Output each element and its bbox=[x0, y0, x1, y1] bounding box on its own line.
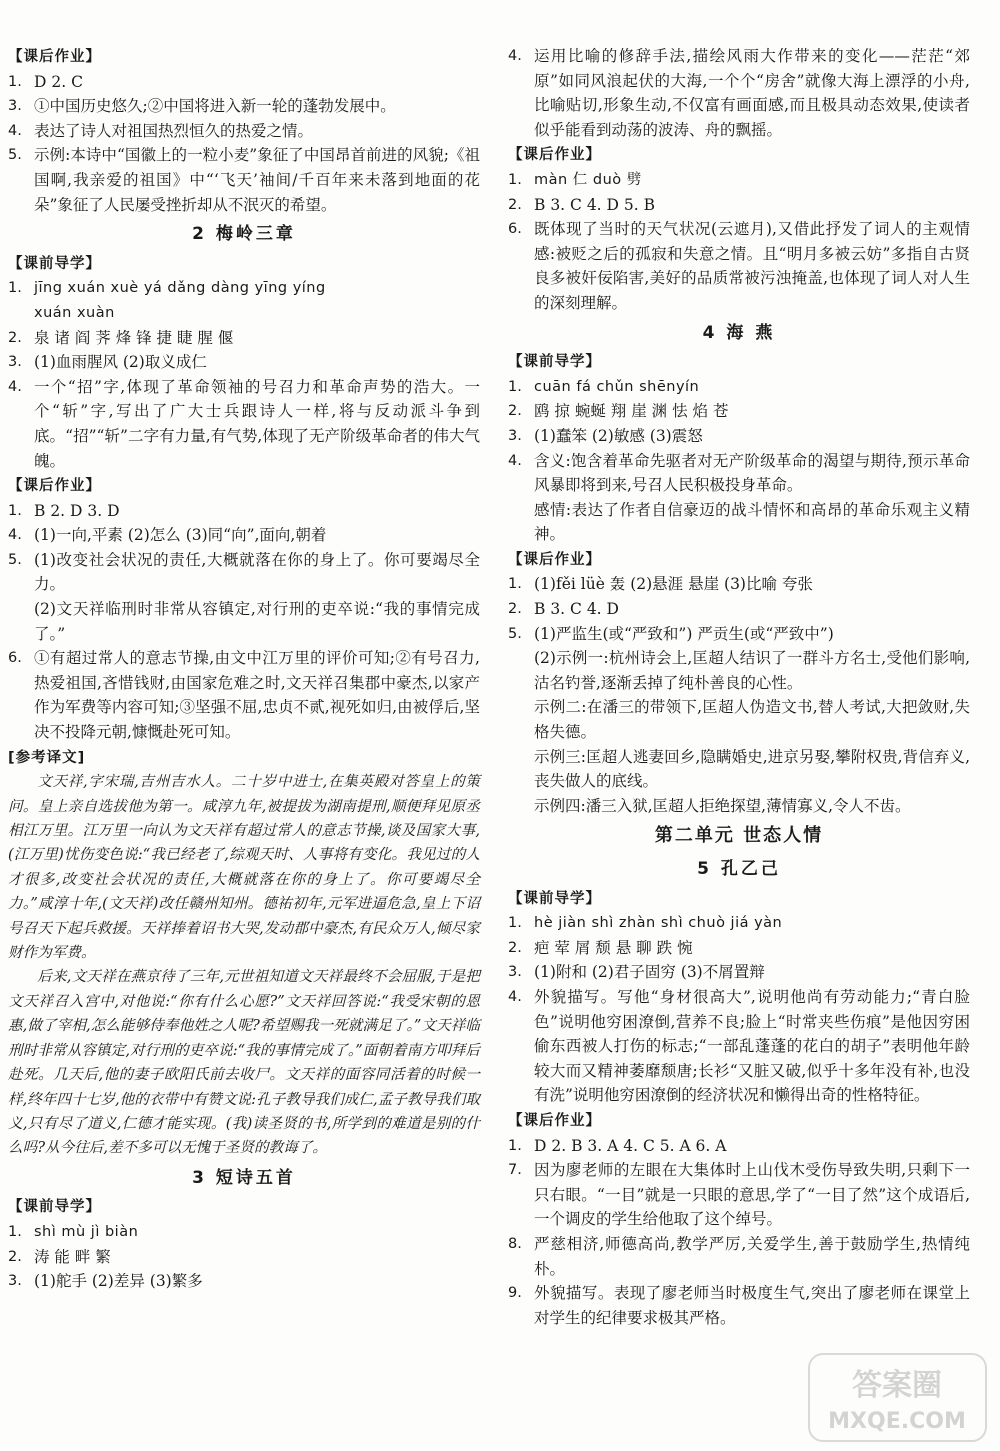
answer-item bbox=[8, 1245, 480, 1270]
section-header: 【课后作业】 bbox=[508, 551, 601, 568]
answer-list bbox=[508, 572, 970, 646]
item-number: 4. bbox=[8, 122, 22, 139]
lesson-title: 3 短诗五首 bbox=[192, 1167, 296, 1188]
item-number: 5. bbox=[8, 551, 22, 568]
answer-item bbox=[8, 1220, 480, 1245]
item-text: 疤 荤 屑 颓 悬 聊 跌 惋 bbox=[534, 938, 693, 957]
watermark-logo bbox=[805, 1350, 990, 1445]
item-text: 鸥 掠 蜿蜒 翔 崖 渊 怯 焰 苍 bbox=[534, 402, 729, 421]
right-column bbox=[508, 44, 970, 1330]
item-text: B 3. C 4. D 5. B bbox=[534, 195, 655, 214]
lesson-title: 4 海 燕 bbox=[702, 322, 776, 343]
item-text: 一个“招”字,体现了革命领袖的号召力和革命声势的浩大。一个“斩”字,写出了广大士兵跟诗人一样,将与反动派斗争到底。“招”“斩”二字有力量,有气势,体现了无产阶级革命者的伟大气魄。 bbox=[34, 377, 480, 470]
answer-list bbox=[508, 193, 970, 316]
section-header: 【课后作业】 bbox=[8, 478, 101, 495]
item-number: 4. bbox=[8, 378, 22, 395]
section-header: 【课后作业】 bbox=[508, 147, 601, 164]
answer-list bbox=[508, 1134, 970, 1331]
item-text: 涛 能 畔 繁 bbox=[34, 1247, 111, 1266]
pinyin-answer: hè jiàn shì zhàn shì chuò jiá yàn bbox=[534, 915, 783, 932]
answer-subitem: (2)文天祥临刑时非常从容镇定,对行刑的吏卒说:“我的事情完成了。” bbox=[34, 600, 480, 643]
answer-item bbox=[508, 936, 970, 961]
left-column bbox=[8, 44, 480, 1294]
item-number: 3. bbox=[8, 354, 22, 371]
answer-item bbox=[508, 449, 970, 498]
item-text: 外貌描写。写他“身材很高大”,说明他尚有劳动能力;“青白脸色”说明他穷困潦倒,营养不良;脸上“时常夹些伤痕”是他因穷困偷东西被人打伤的标志;“一部乱蓬蓬的花白的胡子”表明他年龄较大而又精神萎靡颓唐;长衫“又脏又破,似乎十多年没有补,也没有洗”说明他穷困潦倒的经济状况和懒得出奇的性格特征。 bbox=[534, 987, 970, 1105]
answer-item bbox=[508, 985, 970, 1108]
section-header: 【课前导学】 bbox=[508, 354, 601, 371]
answer-item bbox=[8, 326, 480, 351]
answer-item bbox=[8, 375, 480, 473]
answer-item bbox=[508, 1281, 970, 1330]
item-number: 3. bbox=[8, 1273, 22, 1290]
item-number: 4. bbox=[8, 527, 22, 544]
item-text: ①有超过常人的意志节操,由文中江万里的评价可知;②有号召力,热爱祖国,吝惜钱财,由国家危难之时,文天祥召集郡中豪杰,以家产作为军费等内容可知;③坚强不屈,忠贞不贰,视死如归,由被俘后,坚决不投降元朝,慷慨赴死可知。 bbox=[34, 649, 480, 742]
item-number: 1. bbox=[508, 915, 522, 932]
section-header: 【课前导学】 bbox=[8, 1199, 101, 1216]
item-text: 因为廖老师的左眼在大集体时上山伐木受伤导致失明,只剩下一只右眼。“一目”就是一只眼的意思,学了“一目了然”这个成语后,一个调皮的学生给他取了这个绰号。 bbox=[534, 1161, 970, 1229]
item-number: 2. bbox=[508, 196, 522, 213]
translation-paragraph: 后来,文天祥在燕京待了三年,元世祖知道文天祥最终不会屈服,于是把文天祥召入宫中,对他说:“你有什么心愿?”文天祥回答说:“我受宋朝的恩惠,做了宰相,怎么能够侍奉他姓之人呢?希望赐我一死就满足了。”文天祥临刑时非常从容镇定,对行刑的吏卒说:“我的事情完成了。”面朝着南方叩拜后赴死。几天后,他的妻子欧阳氏前去收尸。文天祥的面容同活着的时候一样,终年四十七岁,他的衣带中有赞文说:孔子教导我们成仁,孟子教导我们取义,只有尽了道义,仁德才能实现。(我)读圣贤的书,所学到的难道是别的什么吗?从今往后,差不多可以无愧于圣贤的教诲了。 bbox=[8, 968, 481, 1157]
item-text: (1)附和 (2)君子固穷 (3)不屑置辩 bbox=[534, 963, 765, 982]
answer-item bbox=[508, 399, 970, 424]
item-number: 3. bbox=[508, 427, 522, 444]
answer-item bbox=[8, 143, 480, 217]
answer-item bbox=[508, 1232, 970, 1281]
item-number: 4. bbox=[508, 48, 522, 64]
item-text: 含义:饱含着革命先驱者对无产阶级革命的渴望与期待,预示革命风暴即将到来,号召人民积极投身革命。 bbox=[534, 451, 970, 495]
lesson-title: 2 梅岭三章 bbox=[192, 224, 296, 245]
item-number: 1. bbox=[508, 171, 522, 188]
item-text: 既体现了当时的天气状况(云遮月),又借此抒发了词人的主观情感:被贬之后的孤寂和失意之情。且“明月多被云妨”多指自古贤良多被奸佞陷害,美好的品质常被污浊掩盖,也体现了词人对人生的深刻理解。 bbox=[534, 220, 970, 312]
answer-list bbox=[8, 70, 480, 218]
answer-item bbox=[8, 646, 480, 744]
answer-item bbox=[8, 276, 480, 301]
answer-item bbox=[508, 193, 970, 218]
answer-item bbox=[508, 168, 970, 193]
answer-list bbox=[508, 399, 970, 497]
item-text: 严慈相济,师德高尚,教学严厉,关爱学生,善于鼓励学生,热情纯朴。 bbox=[534, 1234, 970, 1278]
item-number: 2. bbox=[508, 403, 522, 420]
item-text: B 3. C 4. D bbox=[534, 600, 619, 619]
answer-item bbox=[508, 1158, 970, 1232]
lesson-title: 5 孔乙己 bbox=[697, 859, 781, 879]
answer-list bbox=[508, 936, 970, 1108]
answer-list bbox=[8, 326, 480, 474]
item-number: 2. bbox=[8, 329, 22, 346]
translation-paragraph: 文天祥,字宋瑞,吉州吉水人。二十岁中进士,在集英殿对答皇上的策问。皇上亲自选拔他为第一。咸淳九年,被提拔为湖南提刑,顺便拜见原丞相江万里。江万里一向认为文天祥有超过常人的意志节操,谈及国家大事,(江万里)忧伤变色说:“我已经老了,综观天时、人事将有变化。我见过的人才很多,改变社会状况的责任,大概就落在你的身上了。你可要竭尽全力。”咸淳十年,(文天祥)改任赣州知州。德祐初年,元军进逼危急,皇上下诏号召天下起兵救援。天祥捧着诏书大哭,发动郡中豪杰,有民众万人,倾尽家财作为军费。 bbox=[8, 773, 480, 962]
item-number: 1. bbox=[508, 378, 522, 395]
answer-item bbox=[508, 375, 970, 400]
item-text: ①中国历史悠久;②中国将进入新一轮的蓬勃发展中。 bbox=[34, 97, 396, 116]
example-answer: (2)示例一:杭州诗会上,匡超人结识了一群斗方名士,受他们影响,沽名钓誉,逐渐丢掉了纯朴善良的心性。 bbox=[534, 649, 970, 692]
item-number: 5. bbox=[508, 625, 522, 642]
example-answer: 示例二:在潘三的带领下,匡超人伪造文书,替人考试,大把敛财,失格失德。 bbox=[534, 698, 970, 742]
pinyin-answer: shì mù jì biàn bbox=[34, 1223, 139, 1240]
item-number: 4. bbox=[508, 988, 522, 1005]
section-header: 【课前导学】 bbox=[8, 255, 101, 272]
answer-item bbox=[508, 217, 970, 315]
item-text: (1)fěi lüè 轰 (2)悬涯 悬崖 (3)比喻 夸张 bbox=[534, 575, 813, 594]
answer-item bbox=[8, 94, 480, 119]
answer-subitem: 感情:表达了作者自信豪迈的战斗情怀和高昂的革命乐观主义精神。 bbox=[534, 500, 970, 544]
item-number: 3. bbox=[8, 98, 22, 115]
item-number: 4. bbox=[508, 452, 522, 469]
item-number: 1. bbox=[8, 1223, 22, 1240]
item-number: 2. bbox=[8, 1248, 22, 1265]
pinyin-answer: jīng xuán xuè yá dǎng dàng yīng yíng bbox=[34, 280, 326, 297]
example-list bbox=[508, 646, 970, 818]
answer-item bbox=[8, 119, 480, 144]
item-number: 7. bbox=[508, 1162, 522, 1179]
item-number: 2. bbox=[508, 601, 522, 618]
item-text: (1)严监生(或“严致和”) 严贡生(或“严致中”) bbox=[534, 624, 834, 643]
item-text: 示例:本诗中“国徽上的一粒小麦”象征了中国昂首前进的风貌;《祖国啊,我亲爱的祖国》中“‘飞天’袖间/千百年来未落到地面的花朵”象征了人民屡受挫折却从不泯灭的希望。 bbox=[34, 146, 480, 214]
item-text: 外貌描写。表现了廖老师当时极度生气,突出了廖老师在课堂上对学生的纪律要求极其严格。 bbox=[534, 1284, 970, 1327]
item-text: (1)舵手 (2)差异 (3)繁多 bbox=[34, 1272, 203, 1291]
answer-item bbox=[8, 1269, 480, 1294]
item-text: D 2. B 3. A 4. C 5. A 6. A bbox=[534, 1136, 727, 1155]
pinyin-answer-cont: xuán xuàn bbox=[34, 304, 115, 321]
item-number: 1. bbox=[8, 502, 22, 519]
section-header: 【课后作业】 bbox=[508, 1112, 601, 1129]
item-number: 6. bbox=[508, 221, 522, 238]
answer-item bbox=[508, 960, 970, 985]
answer-item bbox=[8, 548, 480, 597]
answer-item bbox=[508, 622, 970, 647]
section-header: 【课前导学】 bbox=[508, 890, 601, 907]
answer-item bbox=[8, 350, 480, 375]
item-number: 3. bbox=[508, 964, 522, 981]
answer-item bbox=[508, 572, 970, 597]
item-text: (1)血雨腥风 (2)取义成仁 bbox=[34, 353, 207, 372]
item-text: 泉 诸 阎 荠 烽 锋 捷 睫 腥 偃 bbox=[34, 328, 234, 347]
answer-list bbox=[8, 1245, 480, 1294]
answer-item bbox=[508, 597, 970, 622]
item-text: (1)一向,平素 (2)怎么 (3)同“向”,面向,朝着 bbox=[34, 526, 327, 545]
item-text: (1)蠢笨 (2)敏感 (3)震怒 bbox=[534, 426, 703, 445]
item-number: 8. bbox=[508, 1235, 522, 1252]
item-text: 表达了诗人对祖国热烈恒久的热爱之情。 bbox=[34, 121, 314, 140]
answer-item bbox=[8, 499, 480, 524]
item-number: 6. bbox=[8, 650, 22, 667]
answer-list bbox=[8, 499, 480, 597]
answer-item bbox=[508, 911, 970, 936]
example-answer: 示例三:匡超人逃妻回乡,隐瞒婚史,进京另娶,攀附权贵,背信弃义,丧失做人的底线。 bbox=[534, 747, 970, 791]
item-text: B 2. D 3. D bbox=[34, 501, 120, 520]
pinyin-answer: cuān fá chǔn shēnyín bbox=[534, 378, 700, 395]
pinyin-answer: màn 仁 duò 劈 bbox=[534, 171, 642, 188]
answer-item bbox=[508, 44, 970, 142]
unit-title: 第二单元 世态人情 bbox=[654, 825, 824, 847]
answer-item bbox=[8, 523, 480, 548]
answer-item bbox=[508, 424, 970, 449]
item-number: 1. bbox=[8, 280, 22, 297]
watermark-line1: 答案圈 bbox=[852, 1368, 942, 1403]
watermark-line2: MXQE.COM bbox=[828, 1409, 966, 1434]
section-header: [参考译文] bbox=[8, 749, 86, 766]
item-number: 9. bbox=[508, 1285, 522, 1302]
section-header: 【课后作业】 bbox=[8, 49, 101, 65]
item-text: D 2. C bbox=[34, 72, 83, 91]
example-answer: 示例四:潘三入狱,匡超人拒绝探望,薄情寡义,令人不齿。 bbox=[534, 796, 911, 815]
answer-item bbox=[8, 70, 480, 95]
item-number: 1. bbox=[508, 576, 522, 593]
answer-item bbox=[508, 1134, 970, 1159]
item-text: (1)改变社会状况的责任,大概就落在你的身上了。你可要竭尽全力。 bbox=[34, 550, 480, 594]
item-number: 1. bbox=[8, 73, 22, 90]
item-text: 运用比喻的修辞手法,描绘风雨大作带来的变化——茫茫“郊原”如同风浪起伏的大海,一个个“房舍”就像大海上漂浮的小舟,比喻贴切,形象生动,不仅富有画面感,而且极具动态效果,使读者似乎能看到动荡的波涛、舟的飘摇。 bbox=[534, 47, 970, 139]
item-number: 1. bbox=[508, 1137, 522, 1154]
item-number: 2. bbox=[508, 939, 522, 956]
item-number: 5. bbox=[8, 147, 22, 164]
